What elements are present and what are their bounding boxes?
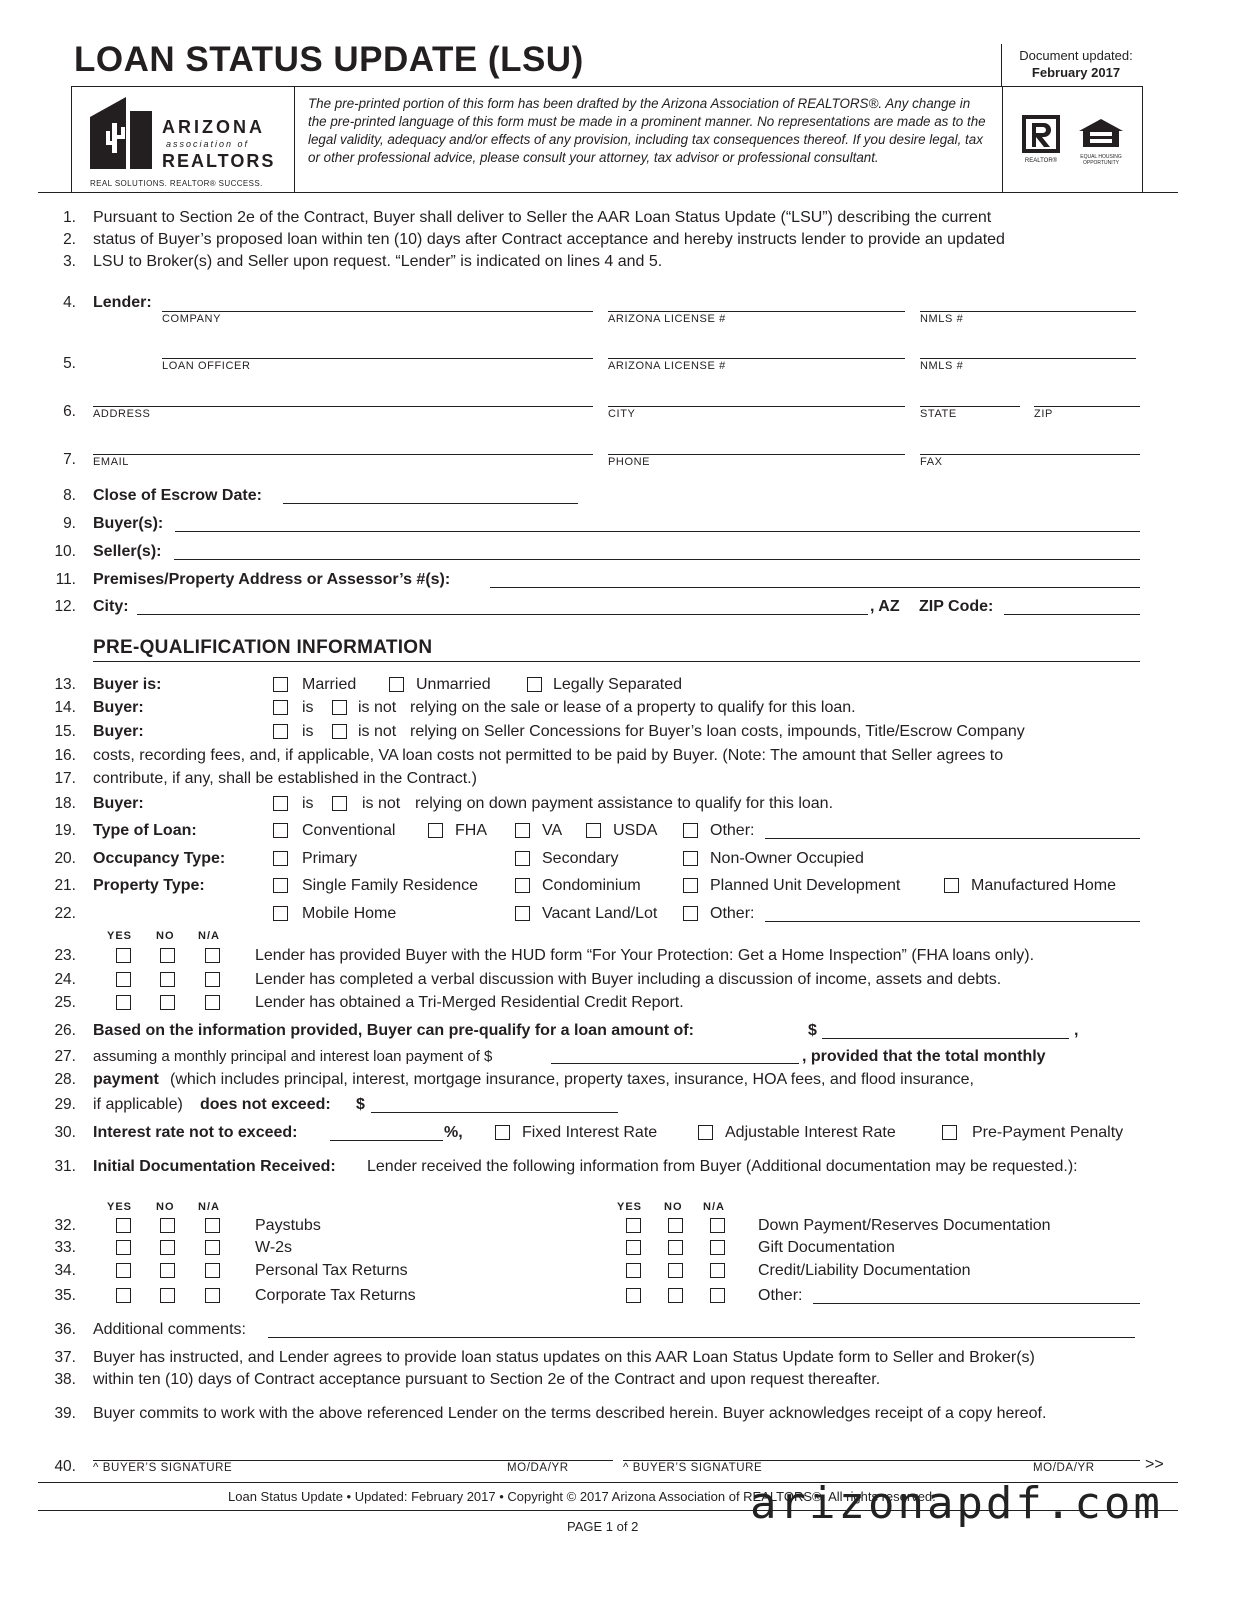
hud-yes-checkbox[interactable] (116, 948, 131, 963)
line-number: 18. (54, 795, 76, 812)
vacant-checkbox[interactable] (515, 906, 530, 921)
paystubs-na-checkbox[interactable] (205, 1218, 220, 1233)
logo-arizona: ARIZONA (162, 117, 265, 137)
nmls-caption: NMLS # (920, 360, 964, 372)
coe-label: Close of Escrow Date: (93, 487, 262, 504)
aar-logo (90, 95, 290, 187)
doc-updated-label: Document updated: (1019, 48, 1133, 63)
line-27b-text: , provided that the total monthly (802, 1048, 1046, 1065)
line-29a-text: if applicable) (93, 1096, 183, 1113)
line-39-text: Buyer commits to work with the above referenced Lender on the terms described herein. Buyer acknowledges receipt of a copy hereof. (93, 1405, 1047, 1422)
nmls-caption: NMLS # (920, 313, 964, 325)
conventional-checkbox[interactable] (273, 823, 288, 838)
loan-other-field[interactable] (765, 838, 1140, 839)
dollar-sign: $ (808, 1022, 817, 1039)
line-number: 29. (54, 1096, 76, 1113)
document-updated (1010, 47, 1142, 81)
gift-yes-checkbox[interactable] (626, 1240, 641, 1255)
prepayment-label: Pre-Payment Penalty (972, 1124, 1124, 1141)
zipcode-label: ZIP Code: (919, 598, 994, 615)
line-number: 16. (54, 747, 76, 764)
az-license-caption: ARIZONA LICENSE # (608, 360, 726, 372)
line-29b-text: does not exceed: (200, 1096, 331, 1113)
line-3-text: LSU to Broker(s) and Seller upon request. “Lender” is indicated on lines 4 and 5. (93, 253, 663, 270)
adjustable-rate-label: Adjustable Interest Rate (725, 1124, 896, 1141)
married-label: Married (302, 676, 357, 693)
lender-company-field[interactable] (162, 311, 593, 312)
realtor-r-icon (1022, 115, 1060, 153)
line-number: 21. (54, 877, 76, 894)
unmarried-checkbox[interactable] (389, 677, 404, 692)
loan-officer-field[interactable] (162, 358, 593, 359)
other-label: Other: (710, 822, 755, 839)
equal-housing-label: EQUAL HOUSING OPPORTUNITY (1080, 154, 1122, 166)
email-caption: EMAIL (93, 456, 130, 468)
va-checkbox[interactable] (515, 823, 530, 838)
conventional-label: Conventional (302, 822, 396, 839)
line-1-text: Pursuant to Section 2e of the Contract, Buyer shall deliver to Seller the AAR Loan Status Update (“LSU”) describing the current (93, 209, 992, 226)
usda-label: USDA (613, 822, 658, 839)
primary-label: Primary (302, 850, 358, 867)
line-number: 32. (54, 1217, 76, 1234)
condo-label: Condominium (542, 877, 641, 894)
equal-housing (1074, 117, 1128, 166)
w2s-no-checkbox[interactable] (160, 1240, 175, 1255)
city-field[interactable] (608, 406, 905, 407)
line-number: 5. (63, 355, 76, 372)
page-number: PAGE 1 of 2 (567, 1519, 639, 1534)
buyer-signature-1-field[interactable] (93, 1460, 613, 1461)
property-other-field[interactable] (765, 921, 1140, 922)
fixed-rate-checkbox[interactable] (495, 1125, 510, 1140)
down-payment-no-checkbox[interactable] (668, 1218, 683, 1233)
credit-doc-na-checkbox[interactable] (710, 1263, 725, 1278)
na-header: N/A (198, 930, 220, 942)
total-payment-field[interactable] (371, 1112, 618, 1113)
secondary-checkbox[interactable] (515, 851, 530, 866)
credit-report-yes-checkbox[interactable] (116, 995, 131, 1010)
hud-na-checkbox[interactable] (205, 948, 220, 963)
address-caption: ADDRESS (93, 408, 151, 420)
fax-caption: FAX (920, 456, 943, 468)
dpa-is-checkbox[interactable] (273, 796, 288, 811)
sale-is-not-checkbox[interactable] (332, 700, 347, 715)
az-license-caption: ARIZONA LICENSE # (608, 313, 726, 325)
line-16-text: costs, recording fees, and, if applicable, VA loan costs not permitted to be paid by Buyer. (Note: The amount that Seller agrees to (93, 747, 1004, 764)
footer-copyright: Loan Status Update • Updated: February 2017 • Copyright © 2017 Arizona Association of REALTORS®. All rights reserved. (228, 1489, 936, 1504)
personal-tax-yes-checkbox[interactable] (116, 1263, 131, 1278)
line-25-text: Lender has obtained a Tri-Merged Residential Credit Report. (255, 994, 684, 1011)
buyer-signature-2-field[interactable] (623, 1460, 1140, 1461)
additional-comments-field[interactable] (268, 1337, 1135, 1338)
logo-tagline: REAL SOLUTIONS. REALTOR® SUCCESS. (90, 179, 263, 188)
manufactured-label: Manufactured Home (971, 877, 1116, 894)
next-page-arrow: >> (1145, 1456, 1164, 1473)
line-number: 40. (54, 1458, 76, 1475)
doc-updated-date: February 2017 (1031, 65, 1121, 80)
loan-other-checkbox[interactable] (683, 823, 698, 838)
gift-no-checkbox[interactable] (668, 1240, 683, 1255)
non-owner-checkbox[interactable] (683, 851, 698, 866)
doc-other-no-checkbox[interactable] (668, 1288, 683, 1303)
sfr-label: Single Family Residence (302, 877, 479, 894)
interest-rate-label: Interest rate not to exceed: (93, 1124, 298, 1141)
buyers-field[interactable] (175, 531, 1140, 532)
date-caption: MO/DA/YR (1033, 1462, 1095, 1474)
adjustable-rate-checkbox[interactable] (698, 1125, 713, 1140)
line-number: 39. (54, 1405, 76, 1422)
equal-housing-icon (1077, 117, 1125, 149)
personal-tax-na-checkbox[interactable] (205, 1263, 220, 1278)
verbal-na-checkbox[interactable] (205, 972, 220, 987)
line-38-text: within ten (10) days of Contract acceptance pursuant to Section 2e of the Contract and upon request thereafter. (93, 1371, 881, 1388)
header-box (71, 86, 1143, 193)
line-number: 1. (63, 209, 76, 226)
line-26-text: Based on the information provided, Buyer can pre-qualify for a loan amount of: (93, 1022, 694, 1039)
hud-no-checkbox[interactable] (160, 948, 175, 963)
phone-field[interactable] (608, 454, 905, 455)
verbal-no-checkbox[interactable] (160, 972, 175, 987)
date-caption: MO/DA/YR (507, 1462, 569, 1474)
line-number: 4. (63, 294, 76, 311)
address-field[interactable] (93, 406, 593, 407)
sale-is-checkbox[interactable] (273, 700, 288, 715)
percent-sign: %, (444, 1124, 463, 1141)
buyer-signature-caption: ^ BUYER’S SIGNATURE (623, 1462, 763, 1474)
va-label: VA (542, 822, 563, 839)
corporate-tax-yes-checkbox[interactable] (116, 1288, 131, 1303)
email-field[interactable] (93, 454, 593, 455)
line-28a-text: payment (93, 1071, 159, 1088)
line-number: 38. (54, 1371, 76, 1388)
legally-separated-label: Legally Separated (553, 676, 682, 693)
officer-nmls-field[interactable] (920, 358, 1136, 359)
na-header: N/A (703, 1201, 725, 1213)
credit-report-no-checkbox[interactable] (160, 995, 175, 1010)
line-number: 30. (54, 1124, 76, 1141)
yes-header: YES (617, 1201, 643, 1213)
line-number: 31. (54, 1158, 76, 1175)
corporate-tax-label: Corporate Tax Returns (255, 1287, 416, 1304)
lender-az-license-field[interactable] (608, 311, 905, 312)
line-number: 34. (54, 1262, 76, 1279)
other-label: Other: (710, 905, 755, 922)
state-field[interactable] (920, 406, 1020, 407)
w2s-na-checkbox[interactable] (205, 1240, 220, 1255)
manufactured-checkbox[interactable] (944, 878, 959, 893)
property-zip-field[interactable] (1004, 614, 1140, 615)
line-number: 26. (54, 1022, 76, 1039)
buyer-label: Buyer: (93, 699, 144, 716)
is-label: is (302, 723, 314, 740)
line-number: 10. (54, 543, 76, 560)
credit-report-na-checkbox[interactable] (205, 995, 220, 1010)
corporate-tax-no-checkbox[interactable] (160, 1288, 175, 1303)
line-number: 33. (54, 1239, 76, 1256)
line-number: 2. (63, 231, 76, 248)
fha-label: FHA (455, 822, 487, 839)
doc-other-field[interactable] (813, 1303, 1140, 1304)
primary-checkbox[interactable] (273, 851, 288, 866)
property-other-checkbox[interactable] (683, 906, 698, 921)
phone-caption: PHONE (608, 456, 651, 468)
prepayment-checkbox[interactable] (942, 1125, 957, 1140)
doc-updated-divider (1001, 44, 1002, 87)
watermark: arizonapdf.com (750, 1478, 1163, 1529)
secondary-label: Secondary (542, 850, 619, 867)
verbal-yes-checkbox[interactable] (116, 972, 131, 987)
na-header: N/A (198, 1201, 220, 1213)
dpa-is-not-checkbox[interactable] (332, 796, 347, 811)
gift-na-checkbox[interactable] (710, 1240, 725, 1255)
down-payment-label: Down Payment/Reserves Documentation (758, 1217, 1051, 1234)
down-payment-yes-checkbox[interactable] (626, 1218, 641, 1233)
mobile-checkbox[interactable] (273, 906, 288, 921)
is-not-label: is not (362, 795, 401, 812)
state-caption: STATE (920, 408, 957, 420)
pud-checkbox[interactable] (683, 878, 698, 893)
line-number: 3. (63, 253, 76, 270)
zip-caption: ZIP (1034, 408, 1053, 420)
line-28b-text: (which includes principal, interest, mortgage insurance, property taxes, insurance, HOA fees, and flood insurance, (170, 1071, 974, 1088)
legally-separated-checkbox[interactable] (527, 677, 542, 692)
fax-field[interactable] (920, 454, 1140, 455)
additional-comments-label: Additional comments: (93, 1321, 246, 1338)
married-checkbox[interactable] (273, 677, 288, 692)
fixed-rate-label: Fixed Interest Rate (522, 1124, 658, 1141)
header-divider (1002, 87, 1003, 192)
form-title: LOAN STATUS UPDATE (LSU) (74, 40, 584, 79)
line-number: 19. (54, 822, 76, 839)
usda-checkbox[interactable] (586, 823, 601, 838)
loan-amount-field[interactable] (822, 1038, 1069, 1039)
mobile-label: Mobile Home (302, 905, 397, 922)
line-number: 37. (54, 1349, 76, 1366)
line-number: 27. (54, 1048, 76, 1065)
vacant-label: Vacant Land/Lot (542, 905, 658, 922)
down-payment-na-checkbox[interactable] (710, 1218, 725, 1233)
property-city-field[interactable] (137, 614, 868, 615)
city-caption: CITY (608, 408, 636, 420)
buyer-is-label: Buyer is: (93, 676, 162, 693)
coe-date-field[interactable] (283, 503, 578, 504)
personal-tax-no-checkbox[interactable] (160, 1263, 175, 1278)
zip-field[interactable] (1034, 406, 1140, 407)
corporate-tax-na-checkbox[interactable] (205, 1288, 220, 1303)
is-not-label: is not (358, 723, 397, 740)
officer-az-license-field[interactable] (608, 358, 905, 359)
city-label: City: (93, 598, 129, 615)
property-type-label: Property Type: (93, 877, 205, 894)
lender-label: Lender: (93, 294, 152, 311)
is-label: is (302, 795, 314, 812)
line-37-text: Buyer has instructed, and Lender agrees to provide loan status updates on this AAR Loan Status Update form to Seller and Broker(s) (93, 1349, 1035, 1366)
buyer-label: Buyer: (93, 723, 144, 740)
line-31-text: Lender received the following information from Buyer (Additional documentation may be requested.): (367, 1158, 1078, 1175)
condo-checkbox[interactable] (515, 878, 530, 893)
paystubs-label: Paystubs (255, 1217, 321, 1234)
line-number: 7. (63, 451, 76, 468)
line-number: 11. (55, 571, 76, 588)
line-15-text: relying on Seller Concessions for Buyer’s loan costs, impounds, Title/Escrow Company (410, 723, 1025, 740)
no-header: NO (156, 1201, 175, 1213)
doc-other-na-checkbox[interactable] (710, 1288, 725, 1303)
w2s-yes-checkbox[interactable] (116, 1240, 131, 1255)
az-label: , AZ (870, 598, 900, 615)
premises-field[interactable] (490, 587, 1140, 588)
loan-officer-caption: LOAN OFFICER (162, 360, 251, 372)
sellers-label: Seller(s): (93, 543, 162, 560)
line-number: 25. (54, 994, 76, 1011)
line-2-text: status of Buyer’s proposed loan within ten (10) days after Contract acceptance and hereby instructs lender to provide an updated (93, 231, 1005, 248)
header-divider (294, 87, 295, 192)
premises-label: Premises/Property Address or Assessor’s #(s): (93, 571, 451, 588)
occupancy-type-label: Occupancy Type: (93, 850, 226, 867)
buyer-signature-caption: ^ BUYER’S SIGNATURE (93, 1462, 233, 1474)
other-label: Other: (758, 1287, 803, 1304)
company-caption: COMPANY (162, 313, 222, 325)
logo-association: association of (166, 139, 250, 149)
credit-doc-no-checkbox[interactable] (668, 1263, 683, 1278)
interest-rate-field[interactable] (330, 1140, 443, 1141)
w2s-label: W-2s (255, 1239, 293, 1256)
non-owner-label: Non-Owner Occupied (710, 850, 864, 867)
line-number: 9. (63, 515, 76, 532)
section-rule (93, 661, 1140, 662)
header-rule (38, 192, 1178, 193)
line-number: 12. (54, 598, 76, 615)
line-number: 15. (54, 723, 76, 740)
logo-realtors: REALTORS (162, 151, 276, 171)
sellers-field[interactable] (174, 559, 1140, 560)
paystubs-no-checkbox[interactable] (160, 1218, 175, 1233)
line-number: 22. (54, 905, 76, 922)
gift-label: Gift Documentation (758, 1239, 895, 1256)
is-label: is (302, 699, 314, 716)
line-number: 36. (54, 1321, 76, 1338)
buyer-label: Buyer: (93, 795, 144, 812)
no-header: NO (156, 930, 175, 942)
line-number: 14. (54, 699, 76, 716)
no-header: NO (664, 1201, 683, 1213)
line-number: 35. (54, 1287, 76, 1304)
line-17-text: contribute, if any, shall be established in the Contract.) (93, 770, 477, 787)
line-18-text: relying on down payment assistance to qualify for this loan. (415, 795, 834, 812)
line-27a-text: assuming a monthly principal and interest loan payment of $ (93, 1048, 493, 1065)
doc-other-yes-checkbox[interactable] (626, 1288, 641, 1303)
unmarried-label: Unmarried (416, 676, 491, 693)
dollar-sign: $ (356, 1096, 365, 1113)
credit-doc-label: Credit/Liability Documentation (758, 1262, 971, 1279)
disclaimer: The pre-printed portion of this form has been drafted by the Arizona Association of REALTORS®. Any change in the pre-printed language of this form must be made in a prominent manner. No representations are made as to the legal validity, adequacy and/or effects of any provision, including tax consequences thereof. If you desire legal, tax or other professional advice, please consult your attorney, tax advisor or professional consultant. (308, 96, 986, 165)
line-14-text: relying on the sale or lease of a property to qualify for this loan. (410, 699, 856, 716)
paystubs-yes-checkbox[interactable] (116, 1218, 131, 1233)
type-of-loan-label: Type of Loan: (93, 822, 197, 839)
personal-tax-label: Personal Tax Returns (255, 1262, 408, 1279)
is-not-label: is not (358, 699, 397, 716)
credit-doc-yes-checkbox[interactable] (626, 1263, 641, 1278)
line-number: 13. (54, 676, 76, 693)
line-number: 23. (54, 947, 76, 964)
section-heading: PRE-QUALIFICATION INFORMATION (93, 637, 433, 658)
yes-header: YES (107, 1201, 133, 1213)
buyers-label: Buyer(s): (93, 515, 164, 532)
comma: , (1074, 1022, 1079, 1039)
line-number: 17. (54, 770, 76, 787)
realtor-label: REALTOR® (1024, 158, 1058, 164)
line-24-text: Lender has completed a verbal discussion with Buyer including a discussion of income, assets and debts. (255, 971, 1002, 988)
cactus-logo-icon (90, 97, 152, 169)
concessions-is-not-checkbox[interactable] (332, 724, 347, 739)
line-number: 24. (54, 971, 76, 988)
realtor-mark (1019, 115, 1063, 164)
line-number: 28. (54, 1071, 76, 1088)
initial-doc-label: Initial Documentation Received: (93, 1158, 336, 1175)
yes-header: YES (107, 930, 133, 942)
sfr-checkbox[interactable] (273, 878, 288, 893)
pud-label: Planned Unit Development (710, 877, 901, 894)
line-23-text: Lender has provided Buyer with the HUD form “For Your Protection: Get a Home Inspection” (FHA loans only). (255, 947, 1035, 964)
fha-checkbox[interactable] (428, 823, 443, 838)
line-number: 6. (63, 403, 76, 420)
line-number: 20. (54, 850, 76, 867)
lender-nmls-field[interactable] (920, 311, 1136, 312)
pi-payment-field[interactable] (551, 1063, 799, 1064)
concessions-is-checkbox[interactable] (273, 724, 288, 739)
line-number: 8. (63, 487, 76, 504)
